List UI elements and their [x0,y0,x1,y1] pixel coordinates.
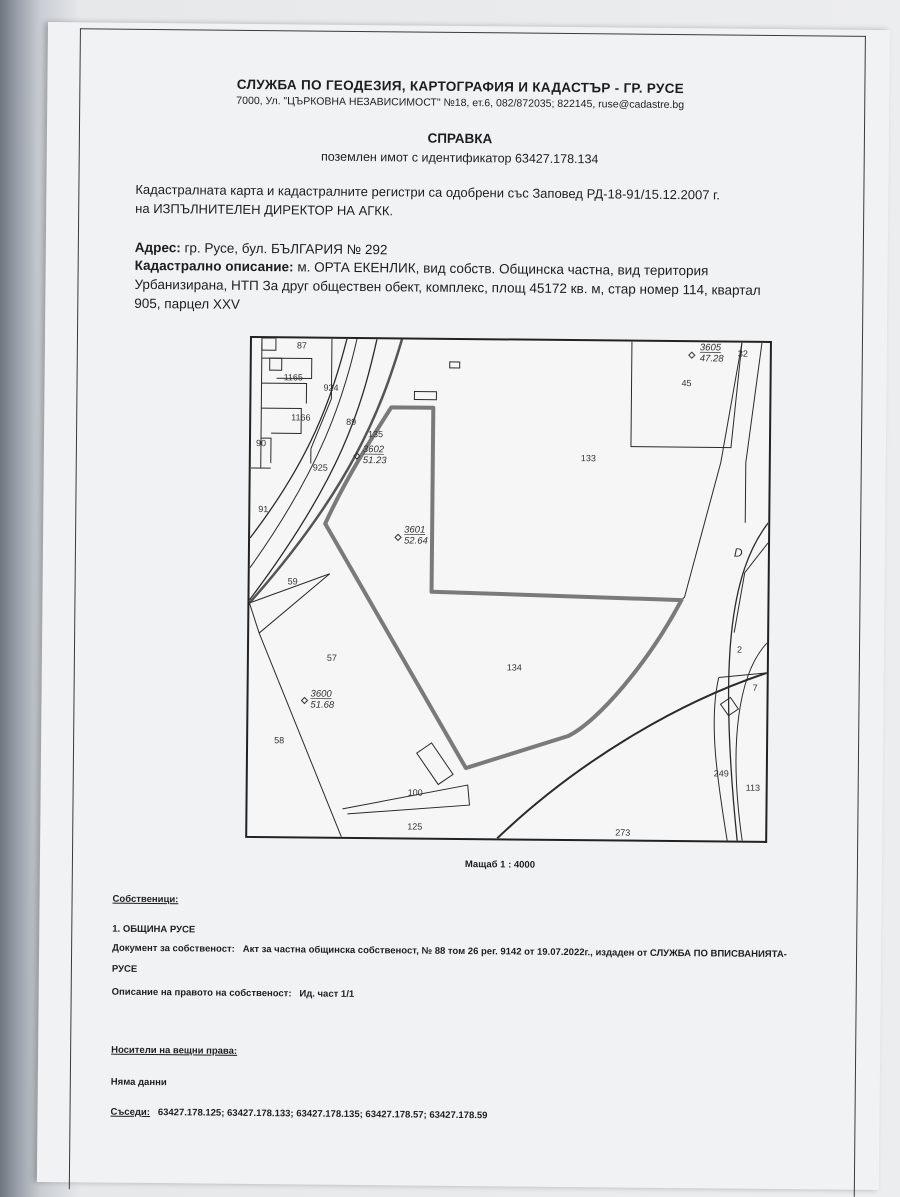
survey-point-3601 [395,524,428,546]
neighbours-line [110,1107,487,1122]
map-scale: Мащаб 1 : 4000 [465,859,535,871]
ownership-document-cont: РУСЕ [112,964,137,975]
rights-holders-value: Няма данни [111,1077,167,1089]
map-labels [252,340,764,839]
address-line [135,240,388,257]
map-label: 135 [368,429,383,439]
map-label: 2 [737,645,742,655]
map-label: 1165 [284,372,303,382]
document-sheet [37,22,890,1190]
map-label: 273 [615,827,630,837]
point-id: 3605 [700,342,722,353]
description-text-1: м. ОРТА ЕКЕНЛИК, вид собств. Общинска частна, вид територия [297,259,708,278]
map-label: 249 [714,768,729,778]
point-elevation: 52.64 [404,535,428,546]
ownership-right-label: Описание на правото на собственост: [112,987,292,1000]
map-label: 133 [581,453,596,463]
map-label: 59 [288,576,298,586]
document-subtitle: поземлен имот с идентификатор 63427.178.134 [80,147,840,168]
cadastral-map [245,336,772,843]
point-elevation: 51.23 [363,455,388,466]
point-id: 3600 [311,689,333,700]
ownership-document [112,943,787,960]
approval-line-1: Кадастралната карта и кадастралните регистри са одобрени със Заповед РД-18-91/15.12.2007 г. [135,182,720,203]
map-label: 90 [256,438,266,448]
owners-heading: Собственици: [113,894,179,906]
document-title: СПРАВКА [80,127,840,149]
point-id: 3601 [404,524,425,535]
ownership-document-label: Документ за собственост: [112,943,235,955]
ownership-right [112,987,355,1000]
map-label: 925 [313,463,328,473]
map-label: 113 [746,783,760,793]
map-label: 134 [507,662,522,672]
address-value: гр. Русе, бул. БЪЛГАРИЯ № 292 [184,240,387,257]
survey-points [301,338,724,714]
agency-name: СЛУЖБА ПО ГЕОДЕЗИЯ, КАРТОГРАФИЯ И КАДАСТЪР - ГР. РУСЕ [80,75,840,97]
approval-line-2: на ИЗПЪЛНИТЕЛЕН ДИРЕКТОР НА АГКК. [135,201,393,218]
map-label: 924 [323,383,338,393]
map-label: 32 [738,349,748,359]
map-label: 1166 [291,412,310,422]
point-id: 3602 [363,444,385,455]
map-label: 87 [297,340,307,350]
map-label: 91 [258,504,268,514]
survey-point-3605 [689,342,725,364]
map-label: 100 [408,787,423,797]
ownership-right-value: Ид. част 1/1 [299,988,354,1000]
map-label: 125 [407,821,422,831]
map-label: 58 [274,735,284,745]
description-line-3: 905, парцел XXV [134,296,240,312]
point-elevation: 51.68 [310,700,335,711]
map-label: 45 [682,378,692,388]
page-frame [69,28,866,1196]
ownership-document-value: Акт за частна общинска собственост, № 88 том 26 рег. 9142 от 19.07.2022г., издаден от СЛУЖБА ПО ВПИСВАНИЯТА- [243,944,787,960]
point-elevation: 47.28 [700,353,725,364]
neighbours-value: 63427.178.125; 63427.178.133; 63427.178.135; 63427.178.57; 63427.178.59 [158,1107,488,1121]
address-label: Адрес: [135,240,181,255]
description-label: Кадастрално описание: [135,258,294,275]
map-label: 89 [346,417,356,427]
map-label: 7 [753,683,758,693]
map-drawing [247,338,770,841]
neighbours-label: Съседи: [110,1107,149,1118]
agency-address: 7000, Ул. "ЦЪРКОВНА НЕЗАВИСИМОСТ" №18, ет.6, 082/872035; 822145, ruse@cadastre.bg [80,93,840,112]
map-label: D [734,546,743,560]
description-line-1 [135,258,709,279]
rights-holders-heading: Носители на вещни права: [111,1045,237,1057]
map-label: 57 [327,653,337,663]
owner-1: 1. ОБЩИНА РУСЕ [112,924,195,936]
description-line-2: Урбанизирана, НТП За друг обществен обект, комплекс, площ 45172 кв. м, стар номер 114, квартал [134,277,760,298]
survey-point-3600 [301,688,335,710]
